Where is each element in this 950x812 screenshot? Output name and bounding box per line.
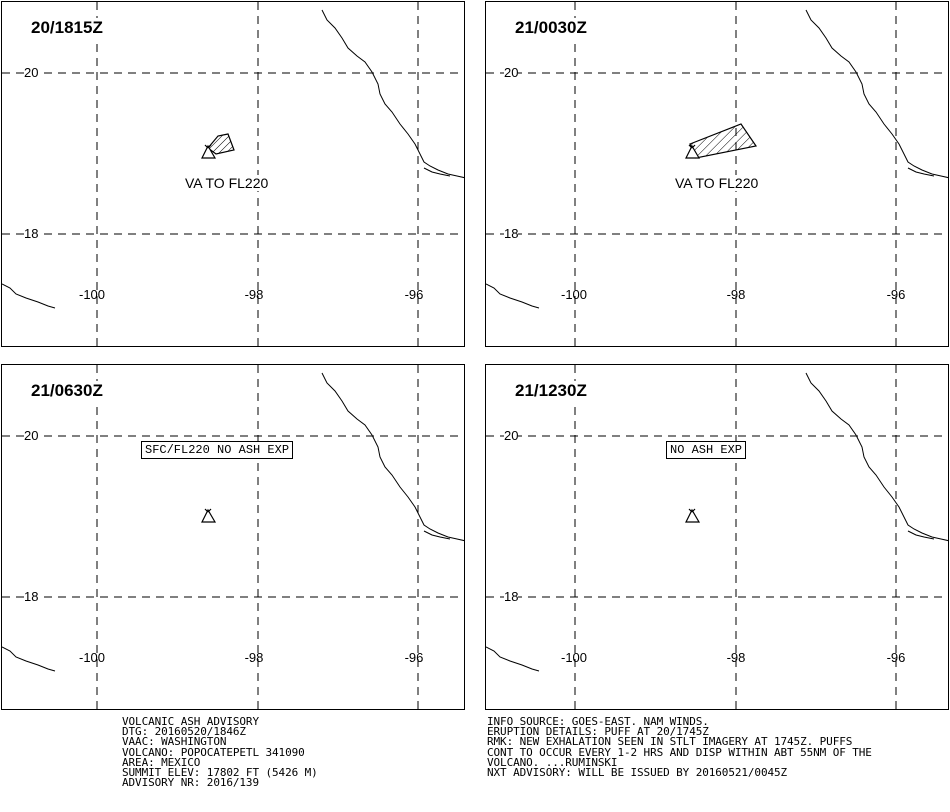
- forecast-panel-4: [485, 364, 949, 710]
- ash-cloud: [690, 124, 756, 158]
- lon-label-98: -98: [726, 287, 746, 302]
- lat-label-20: 20: [24, 65, 39, 80]
- advisory-line: INFO SOURCE: GOES-EAST. NAM WINDS.: [487, 715, 709, 728]
- ash-height-label: VA TO FL220: [185, 175, 269, 191]
- forecast-time: 21/1230Z: [515, 381, 587, 400]
- volcano-icon: [202, 509, 215, 522]
- advisory-info-left: [122, 717, 318, 788]
- lon-label-96: -96: [404, 287, 424, 302]
- coastline: [486, 10, 948, 308]
- lon-label-98: -98: [244, 650, 264, 665]
- advisory-line: ADVISORY NR: 2016/139: [122, 776, 259, 790]
- advisory-line: RMK: NEW EXHALATION SEEN IN STLT IMAGERY AT 1745Z. PUFFS: [487, 735, 853, 749]
- advisory-line: AREA: MEXICO: [122, 755, 201, 769]
- forecast-time: 21/0630Z: [31, 381, 103, 400]
- forecast-panel-2: [485, 1, 949, 347]
- no-ash-box: NO ASH EXP: [666, 441, 746, 459]
- advisory-info-right: [487, 717, 872, 778]
- lat-label-18: 18: [504, 226, 519, 241]
- lat-label-18: 18: [24, 589, 39, 604]
- volcano-icon: [686, 509, 699, 522]
- advisory-line: CONT TO OCCUR EVERY 1-2 HRS AND DISP WITHIN ABT 55NM OF THE: [487, 745, 872, 759]
- lat-label-20: 20: [24, 428, 39, 443]
- lon-label-100: -100: [78, 650, 106, 665]
- ash-cloud: [208, 134, 234, 154]
- lon-label-96: -96: [886, 287, 906, 302]
- advisory-line: VOLCANO. ...RUMINSKI: [487, 755, 618, 769]
- forecast-panel-1: [1, 1, 465, 347]
- advisory-line: VOLCANO: POPOCATEPETL 341090: [122, 745, 305, 759]
- forecast-time: 21/0030Z: [515, 18, 587, 37]
- lon-label-96: -96: [886, 650, 906, 665]
- coastline: [2, 373, 464, 671]
- advisory-line: SUMMIT ELEV: 17802 FT (5426 M): [122, 766, 318, 780]
- advisory-line: DTG: 20160520/1846Z: [122, 725, 246, 739]
- lon-label-96: -96: [404, 650, 424, 665]
- advisory-line: VOLCANIC ASH ADVISORY: [122, 715, 259, 728]
- lon-label-98: -98: [726, 650, 746, 665]
- advisory-line: NXT ADVISORY: WILL BE ISSUED BY 20160521/0045Z: [487, 766, 788, 780]
- lon-label-100: -100: [78, 287, 106, 302]
- coastline: [2, 10, 464, 308]
- forecast-time: 20/1815Z: [31, 18, 103, 37]
- lat-label-20: 20: [504, 65, 519, 80]
- coastline: [486, 373, 948, 671]
- lon-label-98: -98: [244, 287, 264, 302]
- advisory-line: VAAC: WASHINGTON: [122, 735, 227, 749]
- ash-height-label: VA TO FL220: [675, 175, 759, 191]
- lat-label-18: 18: [24, 226, 39, 241]
- lat-label-18: 18: [504, 589, 519, 604]
- no-ash-box: SFC/FL220 NO ASH EXP: [141, 441, 293, 459]
- lat-label-20: 20: [504, 428, 519, 443]
- forecast-panel-3: [1, 364, 465, 710]
- advisory-line: ERUPTION DETAILS: PUFF AT 20/1745Z: [487, 725, 709, 739]
- lon-label-100: -100: [560, 650, 588, 665]
- lon-label-100: -100: [560, 287, 588, 302]
